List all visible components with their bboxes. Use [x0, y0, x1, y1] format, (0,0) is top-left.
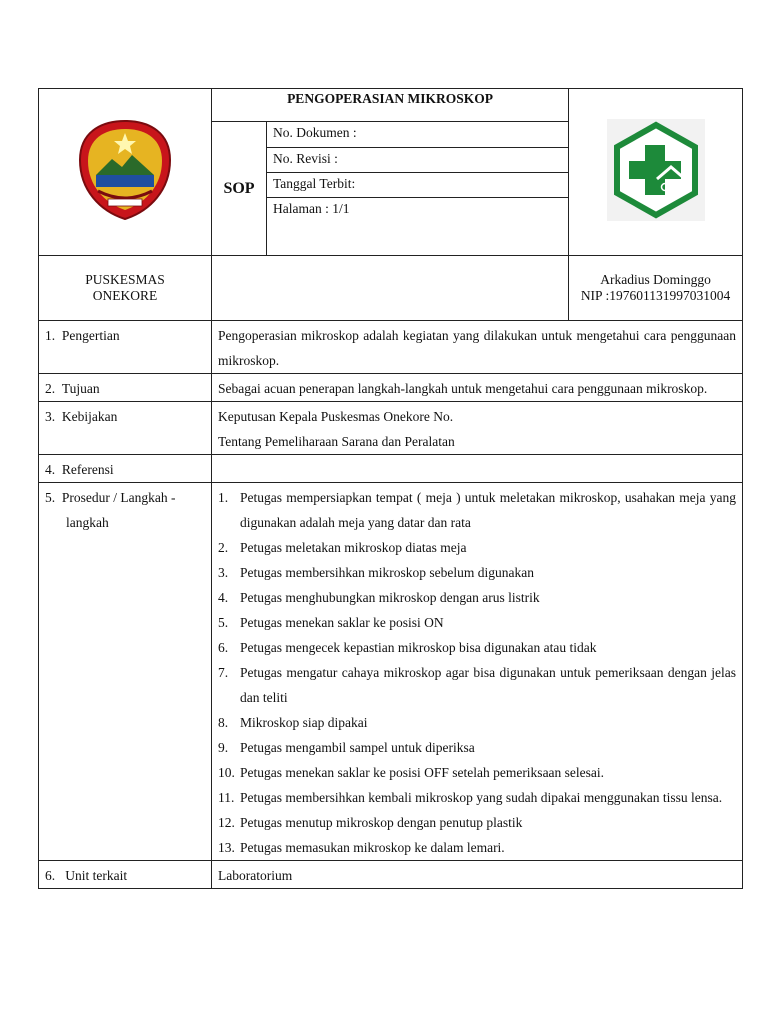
section-value: Pengoperasian mikroskop adalah kegiatan yang dilakukan untuk mengetahui cara penggunaan mikroskop. — [212, 321, 743, 374]
kebijakan-line-1: Keputusan Kepala Puskesmas Onekore No. — [218, 409, 454, 424]
step-number: 8. — [218, 715, 229, 730]
blank-cell — [212, 256, 569, 321]
signer-name: Arkadius Dominggo — [600, 272, 711, 287]
step-text: Mikroskop siap dipakai — [240, 715, 368, 730]
step-text: Petugas meletakan mikroskop diatas meja — [240, 540, 467, 555]
procedure-step — [218, 635, 736, 660]
document-meta — [267, 122, 569, 256]
section-value: Sebagai acuan penerapan langkah-langkah untuk mengetahui cara penggunaan mikroskop. — [212, 374, 743, 402]
procedure-step — [218, 710, 736, 735]
section-value: Laboratorium — [212, 861, 743, 889]
meta-tanggal-terbit: Tanggal Terbit: — [267, 172, 568, 197]
puskesmas-logo-cell — [569, 89, 743, 256]
step-number: 9. — [218, 740, 229, 755]
step-number: 2. — [218, 540, 229, 555]
section-label: 6. Unit terkait — [39, 861, 212, 889]
meta-no-revisi: No. Revisi : — [267, 147, 568, 172]
org-line-2: ONEKORE — [92, 288, 158, 303]
step-text: Petugas memasukan mikroskop ke dalam lemari. — [240, 840, 505, 855]
step-text: Petugas mengatur cahaya mikroskop agar bisa digunakan untuk pemeriksaan dengan jelas dan teliti — [240, 665, 736, 705]
section-label: 4. Referensi — [39, 455, 212, 483]
signer-nip: NIP :197601131997031004 — [580, 288, 731, 303]
step-text: Petugas menekan saklar ke posisi ON — [240, 615, 444, 630]
kabupaten-ende-emblem-icon — [70, 115, 180, 225]
sop-body-table — [38, 320, 743, 889]
step-number: 3. — [218, 565, 229, 580]
sop-document — [38, 88, 742, 889]
step-text: Petugas menghubungkan mikroskop dengan arus listrik — [240, 590, 540, 605]
section-row-kebijakan — [39, 402, 743, 455]
step-number: 11. — [218, 790, 235, 805]
procedure-step — [218, 810, 736, 835]
kabupaten-emblem-cell — [39, 89, 212, 256]
section-row-referensi — [39, 455, 743, 483]
section-row-pengertian — [39, 321, 743, 374]
step-text: Petugas mengecek kepastian mikroskop bisa digunakan atau tidak — [240, 640, 597, 655]
section-value — [212, 402, 743, 455]
sop-header-table — [38, 88, 743, 321]
section-value — [212, 483, 743, 861]
meta-halaman: Halaman : 1/1 — [273, 200, 350, 216]
step-text: Petugas menutup mikroskop dengan penutup plastik — [240, 815, 523, 830]
step-text: Petugas mempersiapkan tempat ( meja ) untuk meletakan mikroskop, usahakan meja yang digunakan adalah meja yang datar dan rata — [240, 490, 736, 530]
org-line-1: PUSKESMAS — [85, 272, 165, 287]
step-text: Petugas mengambil sampel untuk diperiksa — [240, 740, 475, 755]
step-number: 7. — [218, 665, 229, 680]
section-label: 3. Kebijakan — [39, 402, 212, 455]
section-label: 5. Prosedur / Langkah - langkah — [39, 483, 212, 861]
section-label: 2. Tujuan — [39, 374, 212, 402]
step-number: 5. — [218, 615, 229, 630]
organization-name — [39, 256, 212, 321]
step-number: 10. — [218, 765, 235, 780]
step-number: 1. — [218, 490, 229, 505]
section-row-unit-terkait — [39, 861, 743, 889]
procedure-step — [218, 660, 736, 710]
section-value — [212, 455, 743, 483]
procedure-step — [218, 610, 736, 635]
procedure-step — [218, 485, 736, 535]
procedure-step — [218, 785, 736, 810]
step-number: 6. — [218, 640, 229, 655]
procedure-step — [218, 735, 736, 760]
section-row-prosedur — [39, 483, 743, 861]
section-row-tujuan — [39, 374, 743, 402]
sop-label: SOP — [212, 122, 267, 256]
kebijakan-line-2: Tentang Pemeliharaan Sarana dan Peralatan — [218, 434, 455, 449]
section-label: 1. Pengertian — [39, 321, 212, 374]
procedure-steps — [218, 485, 736, 860]
step-number: 12. — [218, 815, 235, 830]
step-text: Petugas membersihkan kembali mikroskop yang sudah dipakai menggunakan tissu lensa. — [240, 790, 723, 805]
procedure-step — [218, 585, 736, 610]
document-title: PENGOPERASIAN MIKROSKOP — [212, 89, 569, 122]
signer-block — [569, 256, 743, 321]
step-number: 13. — [218, 840, 235, 855]
step-text: Petugas menekan saklar ke posisi OFF setelah pemeriksaan selesai. — [240, 765, 605, 780]
puskesmas-logo-icon — [607, 119, 705, 221]
step-text: Petugas membersihkan mikroskop sebelum digunakan — [240, 565, 534, 580]
procedure-step — [218, 760, 736, 785]
procedure-step — [218, 535, 736, 560]
meta-no-dokumen: No. Dokumen : — [267, 122, 568, 147]
procedure-step — [218, 560, 736, 585]
step-number: 4. — [218, 590, 229, 605]
procedure-step — [218, 835, 736, 860]
